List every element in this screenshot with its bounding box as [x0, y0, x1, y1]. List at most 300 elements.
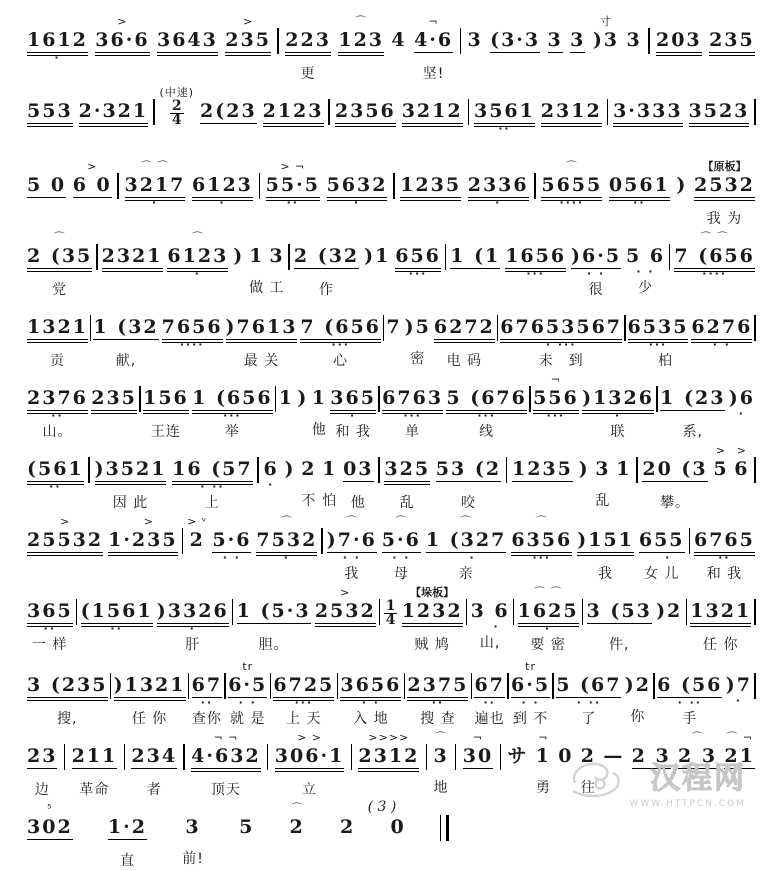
ornament-marks: [55, 14, 60, 29]
lyric-text: [174, 138, 179, 158]
note-digits: 1 (23: [660, 387, 726, 409]
octave-dots: [616, 838, 622, 847]
octave-dots: ·: [614, 409, 622, 422]
lyric-text: 到 不: [512, 711, 549, 727]
note-group: [26, 659, 109, 729]
barline: [754, 673, 756, 699]
octave-dots: ···: [294, 696, 314, 709]
note-digits: ): [676, 174, 688, 196]
barline: [529, 386, 531, 412]
ornament-marks: [301, 372, 306, 387]
note-digits: 211: [71, 745, 118, 767]
ornament-marks: >>>>: [368, 731, 410, 744]
lyric-text: 任 你: [131, 711, 168, 727]
octave-dots: [539, 482, 545, 491]
note-digits: 6·5: [228, 674, 268, 696]
lyric-text: 系,: [682, 424, 704, 440]
lyric-text: [358, 64, 363, 84]
time-signature-fraction: [384, 600, 398, 627]
lyric-text: [645, 135, 650, 155]
ornament-marks: [205, 659, 210, 674]
octave-dots: [174, 127, 180, 136]
ornament-marks: [306, 14, 311, 29]
ornament-marks: [40, 730, 45, 745]
ornament-marks: [553, 14, 558, 29]
barline: [455, 744, 457, 770]
octave-dots: [739, 480, 745, 489]
note-digits: 5 6: [625, 245, 666, 267]
octave-dots: ···: [223, 409, 242, 422]
ornament-marks: [220, 159, 225, 174]
ornament-marks: [111, 85, 116, 100]
lyric-text: [552, 64, 557, 84]
note-group: [326, 159, 389, 229]
note-group: [334, 85, 397, 155]
note-group: [26, 443, 85, 513]
note-digits: ): [233, 245, 245, 267]
barline: [267, 744, 269, 770]
lyric-text: [515, 778, 520, 798]
octave-dots: [485, 838, 491, 847]
barline: [754, 457, 756, 483]
note-digits: 6: [734, 458, 750, 480]
ornament-marks: [540, 443, 545, 458]
note-digits: ): [284, 458, 296, 480]
octave-dots: ··: [498, 122, 511, 135]
note-digits: 3: [433, 745, 449, 767]
note-digits: 3·333: [613, 100, 683, 122]
ornament-marks: ⌒ ⌒: [140, 160, 170, 173]
note-digits: 234: [131, 745, 178, 767]
note-digits: 6272: [433, 316, 495, 338]
lyric-text: [47, 851, 52, 871]
octave-dots: [47, 840, 53, 849]
octave-dots: [581, 480, 587, 489]
note-group: [467, 159, 530, 229]
lyric-text: [631, 62, 636, 82]
system: [26, 585, 756, 658]
lyric-text: 他: [350, 495, 366, 511]
note-digits: 7656: [161, 316, 223, 338]
note-digits: 6276: [691, 316, 753, 338]
note-group: [586, 585, 653, 655]
lyric-text: [62, 564, 67, 584]
note-group: [262, 85, 325, 155]
note-digits: 1232: [401, 600, 463, 622]
barline: [139, 386, 141, 412]
note-group: [473, 659, 505, 729]
ornament-marks: [533, 230, 538, 245]
note-digits: 1: [616, 458, 632, 480]
ornament-marks: [617, 585, 622, 600]
octave-dots: ···: [403, 409, 422, 422]
lyric-text: [287, 491, 292, 511]
note-group: [274, 730, 346, 800]
barline: [460, 28, 462, 54]
barline: [188, 673, 190, 699]
barline: [96, 244, 98, 270]
barline: [182, 528, 184, 554]
note-group: [547, 14, 564, 84]
lyric-text: 任 你: [703, 637, 739, 653]
octave-dots: [254, 267, 260, 276]
note-digits: 0561: [608, 174, 670, 196]
ornament-marks: > ¬: [280, 160, 306, 173]
note-digits: )7: [725, 674, 752, 696]
note-digits: 1: [322, 458, 338, 480]
note-group: [656, 659, 723, 729]
ornament-marks: [466, 443, 471, 458]
octave-dots: ·: [735, 694, 742, 707]
barline: [183, 744, 185, 770]
lyric-text: 母: [393, 566, 409, 582]
note-group: [381, 514, 422, 584]
lyric-text: 上: [204, 495, 220, 511]
lyric-text: [300, 420, 305, 440]
note-digits: 53 (2: [435, 458, 502, 480]
note-digits: 3: [547, 29, 563, 51]
note-digits: 6·5: [511, 674, 551, 696]
lyric-text: 山,: [479, 635, 501, 651]
system: [26, 514, 756, 584]
octave-dots: [44, 198, 50, 207]
note-group: [385, 301, 402, 369]
lyric-text: 女 儿: [643, 566, 680, 582]
note-group: [473, 85, 536, 155]
lyric-text: 柏: [642, 353, 673, 369]
lyric-text: [575, 64, 580, 84]
note-digits: 5: [239, 816, 255, 838]
lyric-text: 和 我: [335, 424, 371, 440]
ornament-marks: [355, 159, 360, 174]
note-digits: 203: [655, 29, 702, 51]
lyric-text: 我: [344, 566, 360, 582]
barline: [582, 599, 584, 625]
ornament-marks: [356, 443, 361, 458]
note-digits: 1656: [505, 245, 567, 267]
lyric-text: 联: [610, 424, 626, 440]
ornament-marks: [55, 301, 60, 316]
note-group: [94, 14, 150, 84]
lyric-text: [284, 420, 289, 440]
lyric-text: 未 到: [538, 353, 584, 369]
note-group: [311, 372, 328, 440]
note-group: [156, 585, 230, 655]
note-digits: [571, 816, 580, 838]
note-digits: ): [297, 387, 309, 409]
note-group: [499, 301, 623, 371]
note-group: [655, 585, 683, 653]
lyric-text: [739, 491, 744, 511]
ornament-marks: > ᵛ: [187, 515, 208, 528]
lyric-text: 咬: [460, 495, 476, 511]
note-digits: 2: [340, 816, 356, 838]
barline: [379, 599, 381, 625]
ornament-marks: [147, 659, 152, 674]
note-digits: (561: [27, 458, 84, 480]
octave-dots: · ·: [222, 551, 241, 564]
note-digits: 2: [189, 529, 205, 551]
note-digits: 2312: [358, 745, 420, 767]
ornament-marks: [338, 301, 343, 316]
lyric-text: [55, 64, 60, 84]
octave-dots: ·: [480, 620, 500, 633]
note-group: [615, 443, 632, 511]
ornament-marks: ¬: [428, 15, 439, 28]
ornament-marks: [284, 372, 289, 387]
note-group: [625, 230, 666, 298]
note-digits: 7532: [256, 529, 318, 551]
note-digits: )1: [364, 245, 391, 267]
note-group: [101, 230, 164, 300]
ornament-marks: [488, 585, 493, 600]
note-group: [300, 443, 317, 511]
ornament-marks: ⌒: [395, 515, 408, 528]
lyric-text: 单: [405, 424, 421, 440]
lyric-text: 坚!: [422, 66, 445, 82]
octave-dots: · ·: [392, 551, 411, 564]
note-digits: 2321: [101, 245, 163, 267]
ornament-marks: [643, 230, 648, 245]
ornament-marks: ⁵: [47, 802, 53, 815]
octave-dots: ··: [633, 196, 646, 209]
lyric-text: 攀。: [659, 495, 690, 511]
watermark-url: WWW.HTTPCN.COM: [629, 799, 746, 809]
note-digits: 20 (3: [642, 458, 708, 480]
ornament-marks: [677, 14, 682, 29]
lyric-text: [53, 493, 58, 513]
note-group: [227, 659, 268, 729]
ornament-marks: [327, 443, 332, 458]
octave-dots: [395, 838, 401, 847]
note-group: [435, 443, 502, 513]
lyric-text: [736, 707, 741, 727]
octave-dots: [415, 338, 421, 347]
ornament-marks: [637, 159, 642, 174]
lyric-text: 工: [269, 280, 285, 296]
lyric-text: 手: [682, 711, 698, 727]
ornament-marks: tr: [242, 660, 254, 673]
note-digits: )1321: [113, 674, 186, 696]
octave-dots: ·: [545, 622, 552, 635]
ornament-marks: [646, 85, 651, 100]
octave-dots: [512, 53, 518, 62]
lyric-text: [572, 849, 577, 869]
note-group: [510, 514, 573, 584]
octave-dots: [244, 838, 250, 847]
ornament-marks: [226, 85, 231, 100]
note-digits: 235: [225, 29, 271, 51]
ornament-marks: [718, 585, 723, 600]
lyric-text: [391, 349, 396, 369]
note-group: [265, 159, 321, 229]
lyric-text: 不: [301, 493, 317, 509]
note-group: [326, 514, 378, 584]
note-group: [26, 14, 89, 84]
note-group: [401, 585, 464, 655]
watermark: [569, 753, 746, 809]
lyric-text: 和 我: [706, 566, 743, 582]
octave-dots: [324, 269, 330, 278]
lyric-text: [194, 562, 199, 582]
barline: [404, 673, 406, 699]
note-digits: 223: [285, 29, 331, 51]
octave-dots: [600, 480, 606, 489]
lyric-text: [89, 209, 94, 229]
octave-dots: ·: [456, 551, 476, 564]
note-group: [578, 443, 591, 511]
ornament-marks: [680, 159, 685, 174]
note-group: [124, 159, 187, 229]
lyric-text: [719, 351, 724, 371]
ornament-marks: [185, 14, 190, 29]
lyric-text: [666, 633, 671, 653]
note-group: [26, 585, 74, 655]
system: [26, 443, 756, 513]
note-digits: 3523: [688, 100, 750, 122]
lyric-text: 作: [319, 282, 335, 298]
ornament-marks: [291, 85, 296, 100]
barline: [686, 599, 688, 625]
ornament-marks: [55, 372, 60, 387]
lyric-text: 乱: [399, 495, 415, 511]
note-digits: 3212: [401, 100, 463, 122]
note-group: [130, 730, 178, 800]
note-digits: 67: [474, 674, 505, 696]
lyric-text: [268, 491, 273, 511]
time-sig-numerator: 2: [171, 98, 182, 114]
note-digits: 2 3: [631, 745, 671, 767]
watermark-site-name: 汉程网: [650, 761, 746, 796]
lyric-text: [236, 278, 241, 298]
lyric-text: [294, 849, 299, 869]
octave-dots: [274, 267, 280, 276]
barline: [383, 315, 385, 341]
time-signature: [383, 585, 399, 658]
barline: [275, 386, 277, 412]
octave-dots: [563, 767, 569, 776]
note-group: [708, 14, 756, 84]
ornament-marks: [564, 730, 569, 745]
note-digits: 5 0: [27, 174, 67, 196]
note-group: [532, 372, 580, 442]
note-group: [268, 230, 285, 298]
note-group: [26, 159, 67, 229]
note-digits: [483, 816, 492, 838]
note-group: [432, 730, 449, 798]
octave-dots: ·: [194, 267, 201, 280]
octave-dots: [748, 838, 754, 847]
octave-dots: ··: [51, 409, 64, 422]
ornament-marks: [210, 443, 215, 458]
note-group: [625, 14, 642, 82]
octave-dots: [91, 769, 97, 778]
ornament-marks: [128, 443, 133, 458]
note-digits: 7 (656: [674, 245, 755, 267]
note-digits: 656: [395, 245, 441, 267]
note-group: [225, 301, 299, 371]
octave-dots: ·: [268, 478, 275, 491]
note-digits: 3 (235: [27, 674, 108, 696]
note-group: [363, 230, 391, 298]
octave-dots: [374, 267, 380, 276]
lyric-text: [140, 564, 145, 584]
watermark-logo-icon: [569, 757, 623, 805]
lyric-text: [616, 849, 621, 869]
note-group: [712, 443, 729, 511]
lyric-text: [485, 849, 490, 869]
note-group: [693, 159, 756, 229]
ornament-marks: [114, 585, 119, 600]
barline: [153, 99, 155, 125]
time-sig-denominator: 4: [171, 112, 182, 128]
lyric-text: 密: [410, 351, 426, 367]
barline: [656, 386, 658, 412]
lyric-text: [220, 209, 225, 229]
octave-dots: [472, 269, 478, 278]
note-digits: 0: [390, 816, 406, 838]
lyric-text: [660, 849, 665, 869]
lyric-text: [553, 422, 558, 442]
octave-dots: ·: [652, 551, 672, 564]
note-digits: [702, 816, 711, 838]
barline: [648, 28, 650, 54]
note-group: [191, 659, 223, 729]
ornament-marks: [259, 301, 264, 316]
note-digits: 2376: [27, 387, 88, 409]
octave-dots: · ·: [361, 696, 380, 709]
lyric-text: 山。: [42, 424, 73, 440]
barline: [669, 244, 671, 270]
note-group: [329, 372, 377, 442]
note-digits: 325: [384, 458, 431, 480]
note-group: [689, 585, 752, 655]
note-digits: 2312: [540, 100, 602, 122]
ornament-marks: [255, 230, 260, 245]
note-group: [236, 585, 312, 655]
barline: [232, 599, 234, 625]
lyric-text: [245, 64, 250, 84]
lyric-text: [345, 849, 350, 869]
ornament-marks: >: [59, 515, 71, 528]
lyric-text: [290, 209, 295, 229]
ornament-marks: [487, 659, 492, 674]
note-digits: 2 (35: [27, 245, 93, 267]
note-digits: 306·1: [274, 745, 345, 767]
lyric-text: 举: [224, 424, 240, 440]
lyric-text: 立: [302, 782, 318, 798]
lyric-text: [495, 209, 500, 229]
ornament-marks: ¬: [538, 731, 549, 744]
ornament-marks: ⌒ ⌒: [533, 586, 563, 599]
ornament-marks: ⌒: [535, 515, 548, 528]
lyric-text: [729, 64, 734, 84]
note-group: [659, 372, 726, 442]
note-digits: 2: [289, 816, 305, 838]
octave-dots: [283, 409, 289, 418]
note-digits: 3217: [124, 174, 186, 196]
ornament-marks: [416, 301, 421, 316]
barline: [88, 457, 90, 483]
time-signature: [158, 85, 195, 158]
note-group: [339, 659, 402, 729]
note-group: [283, 443, 296, 511]
note-group: [94, 443, 168, 513]
octave-dots: ··: [43, 622, 57, 635]
note-digits: 23: [27, 745, 58, 767]
lyric-text: [533, 280, 538, 300]
barline: [653, 673, 655, 699]
